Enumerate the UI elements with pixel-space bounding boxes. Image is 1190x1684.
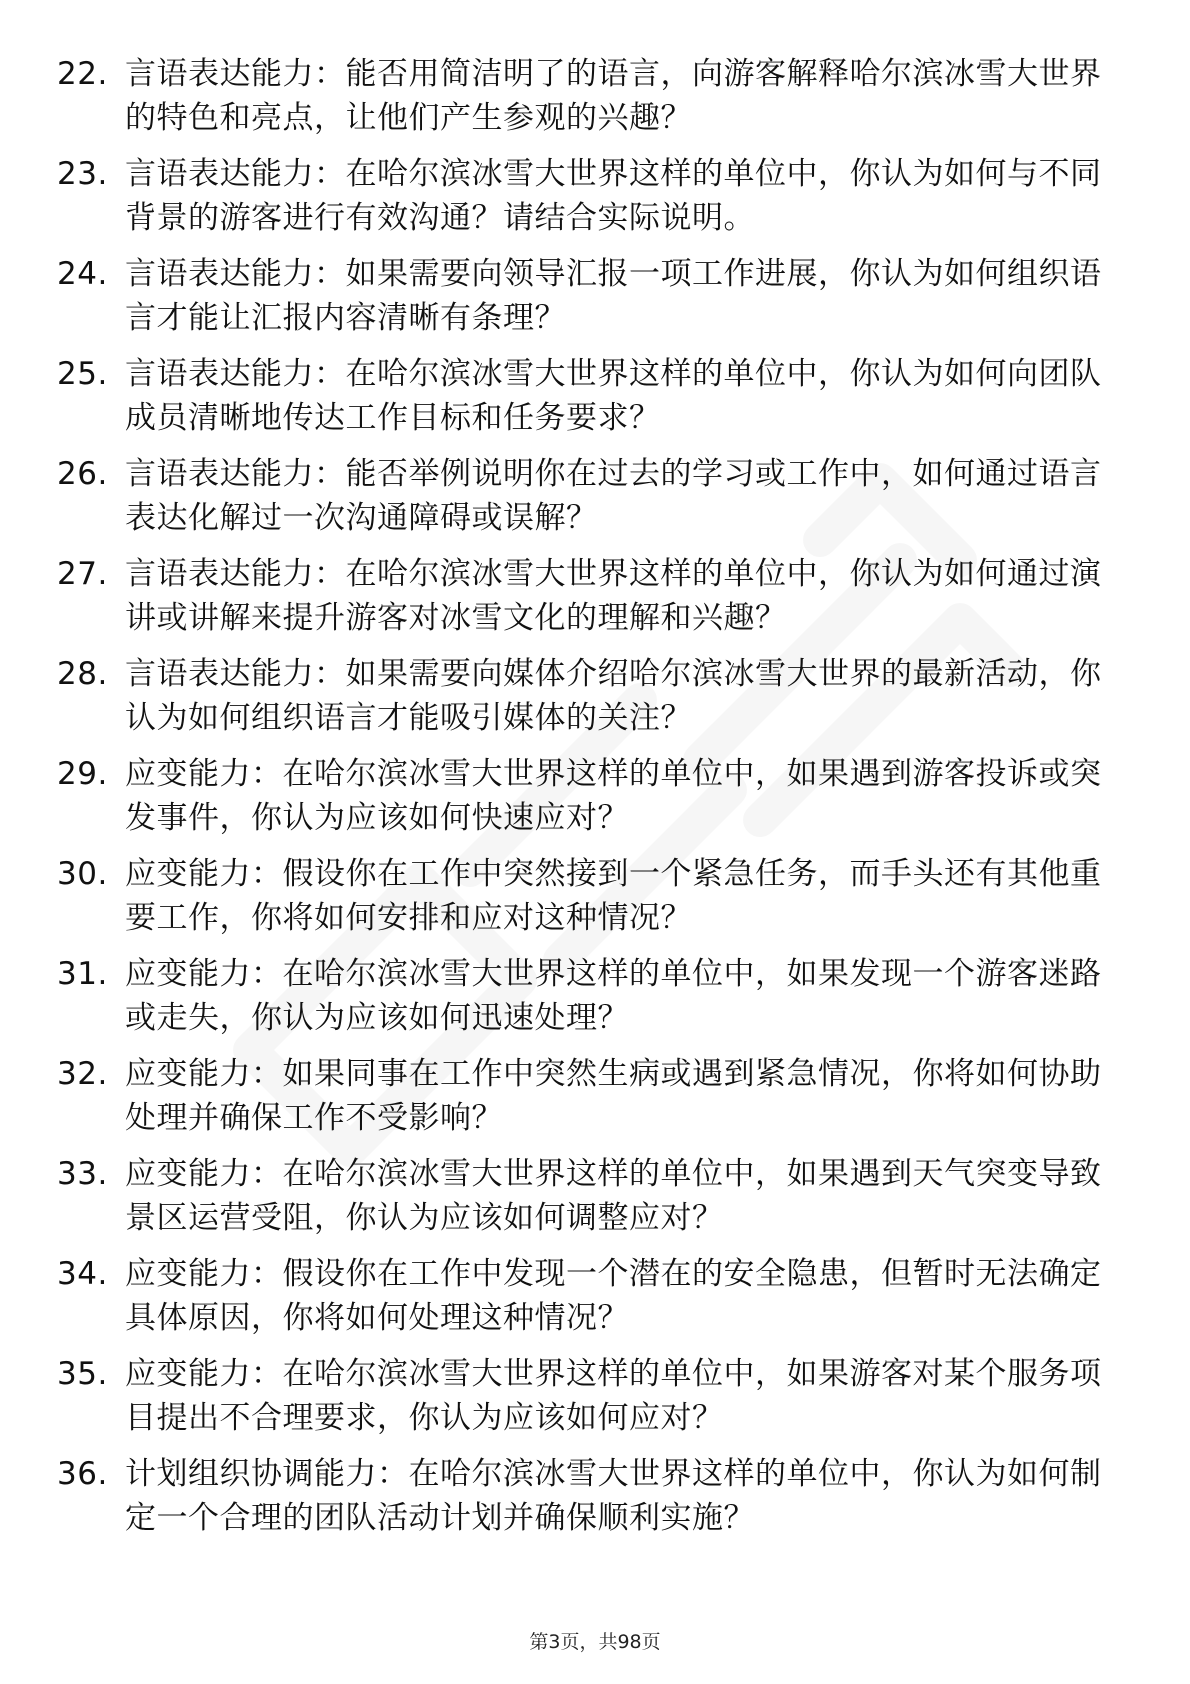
question-number: 28. <box>57 656 108 692</box>
question-text: 言语表达能力：如果需要向媒体介绍哈尔滨冰雪大世界的最新活动，你认为如何组织语言才能吸引媒体的关注？ <box>125 656 1102 736</box>
question-list <box>57 52 1127 1552</box>
question-number: 25. <box>57 356 108 392</box>
question-text: 应变能力：在哈尔滨冰雪大世界这样的单位中，如果遇到游客投诉或突发事件，你认为应该如何快速应对？ <box>125 756 1102 836</box>
question-item <box>57 1052 1127 1144</box>
question-text: 应变能力：在哈尔滨冰雪大世界这样的单位中，如果发现一个游客迷路或走失，你认为应该如何迅速处理？ <box>125 956 1102 1036</box>
question-text: 应变能力：在哈尔滨冰雪大世界这样的单位中，如果游客对某个服务项目提出不合理要求，你认为应该如何应对？ <box>125 1356 1102 1436</box>
question-text: 应变能力：在哈尔滨冰雪大世界这样的单位中，如果遇到天气突变导致景区运营受阻，你认为应该如何调整应对？ <box>125 1156 1102 1236</box>
question-number: 32. <box>57 1056 108 1092</box>
question-number: 35. <box>57 1356 108 1392</box>
question-item <box>57 1152 1127 1244</box>
question-text: 应变能力：如果同事在工作中突然生病或遇到紧急情况，你将如何协助处理并确保工作不受影响？ <box>125 1056 1102 1136</box>
question-item <box>57 252 1127 344</box>
question-item <box>57 452 1127 544</box>
question-number: 24. <box>57 256 108 292</box>
question-number: 36. <box>57 1456 108 1492</box>
question-text: 应变能力：假设你在工作中突然接到一个紧急任务，而手头还有其他重要工作，你将如何安排和应对这种情况？ <box>125 856 1102 936</box>
question-item <box>57 352 1127 444</box>
question-item <box>57 952 1127 1044</box>
question-item <box>57 552 1127 644</box>
question-item <box>57 1452 1127 1544</box>
question-text: 言语表达能力：在哈尔滨冰雪大世界这样的单位中，你认为如何向团队成员清晰地传达工作目标和任务要求？ <box>125 356 1102 436</box>
question-number: 23. <box>57 156 108 192</box>
question-number: 34. <box>57 1256 108 1292</box>
question-number: 29. <box>57 756 108 792</box>
question-text: 言语表达能力：如果需要向领导汇报一项工作进展，你认为如何组织语言才能让汇报内容清晰有条理？ <box>125 256 1102 336</box>
question-text: 言语表达能力：在哈尔滨冰雪大世界这样的单位中，你认为如何通过演讲或讲解来提升游客对冰雪文化的理解和兴趣？ <box>125 556 1102 636</box>
question-number: 27. <box>57 556 108 592</box>
question-item <box>57 1252 1127 1344</box>
question-number: 31. <box>57 956 108 992</box>
question-item <box>57 652 1127 744</box>
question-text: 计划组织协调能力：在哈尔滨冰雪大世界这样的单位中，你认为如何制定一个合理的团队活动计划并确保顺利实施？ <box>125 1456 1102 1536</box>
question-item <box>57 152 1127 244</box>
page-footer: 第3页，共98页 <box>529 1631 661 1653</box>
question-item <box>57 1352 1127 1444</box>
question-item <box>57 52 1127 144</box>
question-text: 言语表达能力：能否用简洁明了的语言，向游客解释哈尔滨冰雪大世界的特色和亮点，让他们产生参观的兴趣？ <box>125 56 1102 136</box>
question-number: 26. <box>57 456 108 492</box>
question-number: 22. <box>57 56 108 92</box>
question-text: 言语表达能力：在哈尔滨冰雪大世界这样的单位中，你认为如何与不同背景的游客进行有效沟通？请结合实际说明。 <box>125 156 1102 236</box>
question-item <box>57 752 1127 844</box>
question-text: 言语表达能力：能否举例说明你在过去的学习或工作中，如何通过语言表达化解过一次沟通障碍或误解？ <box>125 456 1102 536</box>
question-text: 应变能力：假设你在工作中发现一个潜在的安全隐患，但暂时无法确定具体原因，你将如何处理这种情况？ <box>125 1256 1102 1336</box>
question-item <box>57 852 1127 944</box>
question-number: 30. <box>57 856 108 892</box>
question-number: 33. <box>57 1156 108 1192</box>
